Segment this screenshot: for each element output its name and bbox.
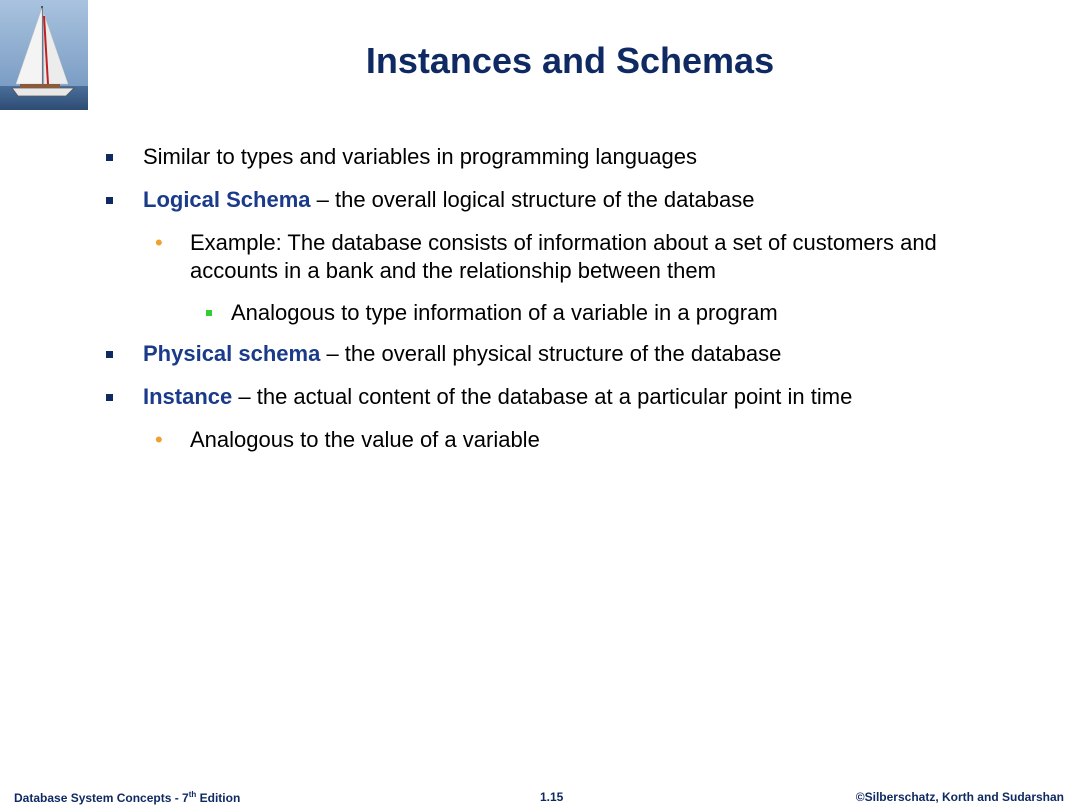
- sub-bullet-item: [0, 229, 990, 285]
- bullet-text: Similar to types and variables in programming languages: [143, 144, 697, 169]
- dot-bullet-icon: •: [155, 230, 163, 255]
- square-bullet-icon: [106, 154, 113, 161]
- footer-page-number: 1.15: [540, 790, 564, 804]
- bullet-text: – the overall physical structure of the database: [320, 341, 782, 366]
- bullet-term: Instance: [143, 384, 233, 409]
- bullet-text: – the actual content of the database at a particular point in time: [232, 384, 853, 409]
- bullet-text: – the overall logical structure of the database: [310, 187, 755, 212]
- square-bullet-icon: [106, 394, 113, 401]
- footer-book-suffix: Edition: [196, 791, 241, 805]
- footer-copyright: ©Silberschatz, Korth and Sudarshan: [855, 790, 1064, 804]
- bullet-term: Logical Schema: [143, 187, 311, 212]
- bullet-text: Analogous to type information of a variable in a program: [231, 300, 778, 325]
- footer-book: [14, 790, 240, 805]
- footer-book-sup: th: [188, 790, 197, 799]
- square-bullet-icon: [106, 351, 113, 358]
- bullet-item: [0, 383, 1080, 410]
- sub-bullet-item: [0, 426, 1080, 453]
- footer-book-text: Database System Concepts - 7: [14, 791, 189, 805]
- small-square-bullet-icon: [206, 310, 212, 316]
- bullet-list: [0, 143, 1080, 467]
- bullet-item: [0, 143, 1080, 170]
- bullet-text: Analogous to the value of a variable: [190, 427, 540, 452]
- bullet-text: Example: The database consists of information about a set of customers and accounts in a bank and the relationship between them: [190, 230, 937, 283]
- bullet-term: Physical schema: [143, 341, 321, 366]
- bullet-item: [0, 186, 1080, 213]
- sub-sub-bullet-item: [0, 299, 1080, 326]
- square-bullet-icon: [106, 197, 113, 204]
- slide-title: Instances and Schemas: [365, 40, 775, 81]
- bullet-item: [0, 340, 1080, 367]
- dot-bullet-icon: •: [155, 427, 163, 452]
